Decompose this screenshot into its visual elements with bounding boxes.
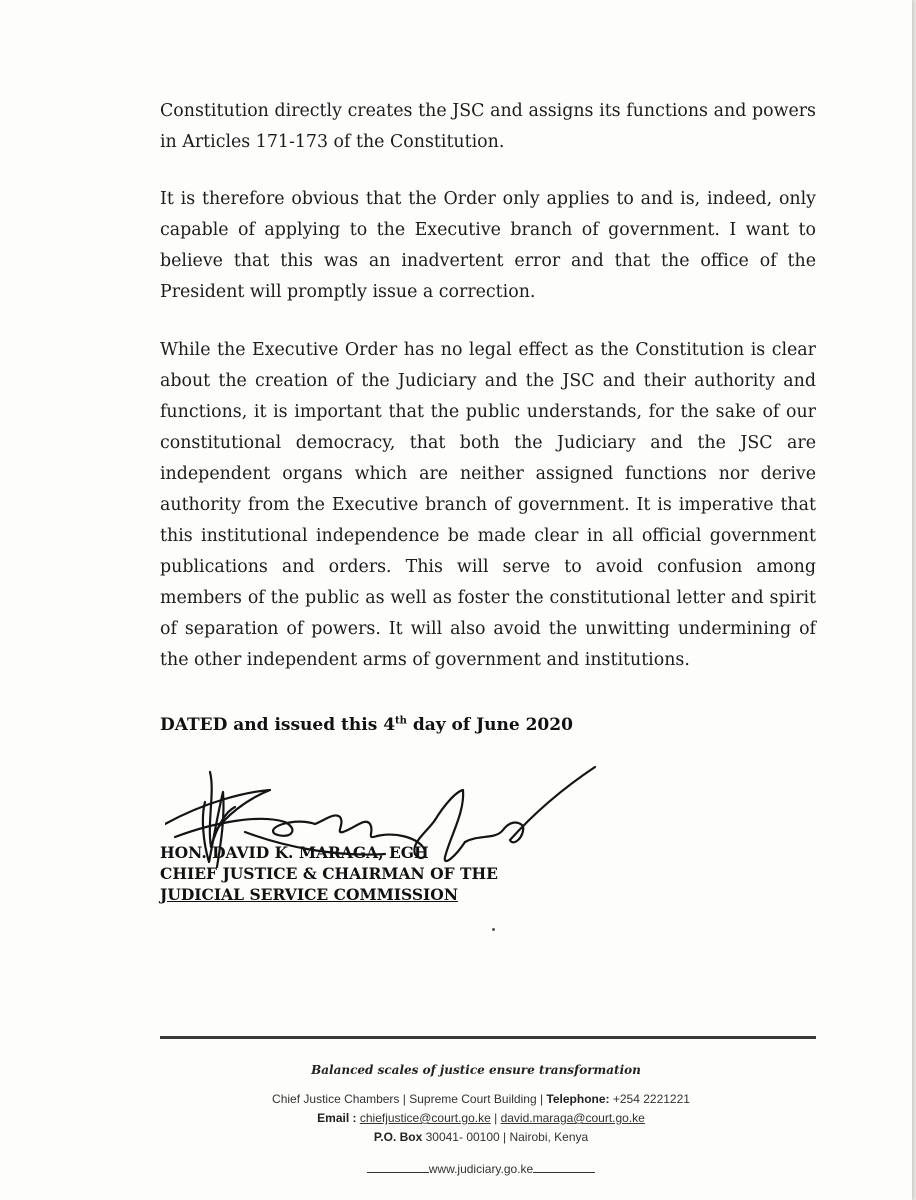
handwritten-signature xyxy=(165,762,615,912)
pobox-label: P.O. Box xyxy=(373,1130,423,1144)
footer-rule xyxy=(160,1036,816,1039)
website-link[interactable]: www.judiciary.go.ke xyxy=(428,1162,534,1176)
signatory-body: JUDICIAL SERVICE COMMISSION xyxy=(160,885,458,904)
paragraph-3: While the Executive Order has no legal effect as the Constitution is clear about the creation of the Judiciary and the JSC and their authority and functions, it is important that the public understands, for the sake of our constitutional democracy, that both the Judiciary and the JSC are independent organs which are neither assigned functions nor derive authority from the Executive branch of government. It is imperative that this institutional independence be made clear in all official government publications and orders. This will serve to avoid confusion among members of the public as well as foster the constitutional letter and spirit of separation of powers. It will also avoid the unwitting undermining of the other independent arms of government and institutions. xyxy=(160,340,816,670)
ink-speck xyxy=(492,928,495,931)
telephone-number: +254 2221221 xyxy=(609,1092,690,1106)
website-left-rule xyxy=(367,1162,429,1173)
paragraph-1: Constitution directly creates the JSC and assigns its functions and powers in Articles 171-173 of the Constitution. xyxy=(160,101,816,152)
email-label: Email : xyxy=(317,1111,357,1125)
email-link-maraga[interactable]: david.maraga@court.go.ke xyxy=(500,1111,645,1125)
paragraph-2: It is therefore obvious that the Order only applies to and is, indeed, only capable of applying to the Executive branch of government. I want to believe that this was an inadvertent error and that the office of the President will promptly issue a correction. xyxy=(160,189,816,302)
footer-website-line xyxy=(0,1162,916,1176)
footer-pobox-line xyxy=(0,1130,916,1144)
footer-motto: Balanced scales of justice ensure transformation xyxy=(311,1063,641,1077)
signatory-name: HON. DAVID K. MARAGA, EGH xyxy=(160,843,429,862)
footer-chambers: Chief Justice Chambers | Supreme Court Building | xyxy=(272,1092,547,1106)
dated-ordinal: th xyxy=(395,715,407,727)
dated-line xyxy=(160,715,573,735)
telephone-label: Telephone: xyxy=(546,1092,610,1106)
email-separator: | xyxy=(490,1111,501,1125)
footer-address-line xyxy=(0,1092,916,1106)
pobox-address: 30041- 00100 | Nairobi, Kenya xyxy=(422,1130,589,1144)
dated-suffix: day of June 2020 xyxy=(406,715,573,735)
footer-email-line xyxy=(0,1111,916,1125)
email-link-chiefjustice[interactable]: chiefjustice@court.go.ke xyxy=(359,1111,491,1125)
signatory-title: CHIEF JUSTICE & CHAIRMAN OF THE xyxy=(160,864,498,883)
website-right-rule xyxy=(533,1162,595,1173)
dated-prefix: DATED and issued this 4 xyxy=(160,715,396,735)
